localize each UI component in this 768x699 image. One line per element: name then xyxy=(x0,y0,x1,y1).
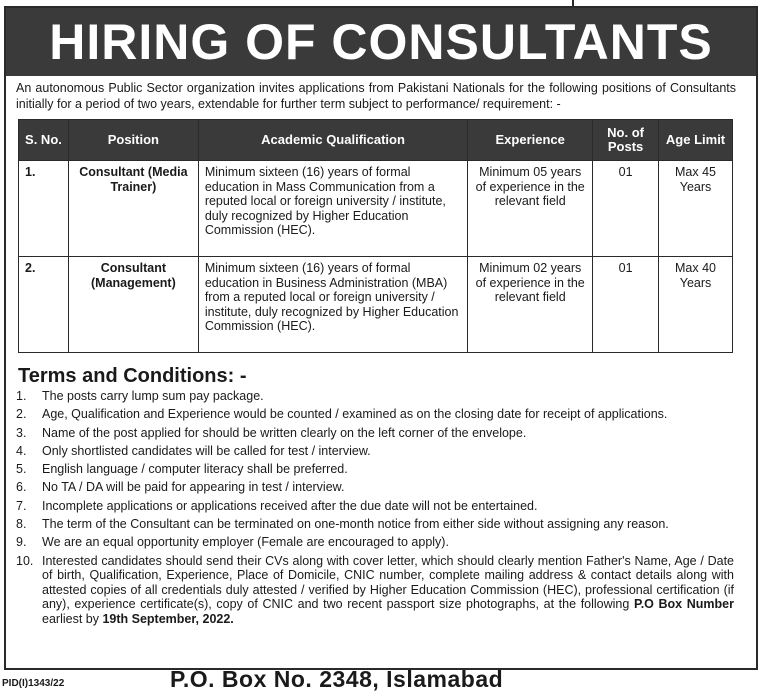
list-item xyxy=(16,407,734,422)
list-item xyxy=(16,444,734,459)
row-sno: 1. xyxy=(19,161,69,257)
header-position: Position xyxy=(68,120,198,161)
term-number: 8. xyxy=(16,517,27,532)
row-position: Consultant (Media Trainer) xyxy=(68,161,198,257)
term-text: The term of the Consultant can be terminated on one-month notice from either side without assigning any reason. xyxy=(42,517,669,532)
row-sno: 2. xyxy=(19,257,69,353)
intro-text: An autonomous Public Sector organization invites applications from Pakistani Nationals for the following positions of Consultants initially for a period of two years, extendable for further term subject to performance/ requirement: - xyxy=(16,81,736,111)
pid-code: PID(I)1343/22 xyxy=(2,678,65,689)
term-text: No TA / DA will be paid for appearing in test / interview. xyxy=(42,480,345,495)
term-number: 3. xyxy=(16,425,27,440)
term-number: 2. xyxy=(16,407,27,422)
term-number: 4. xyxy=(16,443,27,458)
term-number: 5. xyxy=(16,462,27,477)
row-age: Max 45 Years xyxy=(659,161,733,257)
table-row xyxy=(19,257,733,353)
term-number: 10. xyxy=(16,553,34,568)
term-text: We are an equal opportunity employer (Female are encouraged to apply). xyxy=(42,535,449,550)
header-experience: Experience xyxy=(468,120,593,161)
row-position: Consultant (Management) xyxy=(68,257,198,353)
list-item xyxy=(16,426,734,441)
list-item xyxy=(16,480,734,495)
table-row xyxy=(19,161,733,257)
po-box-label: P.O Box Number xyxy=(633,597,734,612)
term-text: Incomplete applications or applications received after the due date will not be entertained. xyxy=(42,498,538,513)
list-item xyxy=(16,389,734,404)
row-qualification: Minimum sixteen (16) years of formal education in Mass Communication from a reputed local or foreign university / institute, duly recognized by Higher Education Commission (HEC). xyxy=(198,161,467,257)
row-experience: Minimum 05 years of experience in the relevant field xyxy=(468,161,593,257)
list-item xyxy=(16,535,734,550)
list-item xyxy=(16,462,734,477)
term-text: The posts carry lump sum pay package. xyxy=(42,389,264,403)
po-box-address: P.O. Box No. 2348, Islamabad xyxy=(170,666,504,692)
row-qualification: Minimum sixteen (16) years of formal education in Business Administration (MBA) from a reputed local or foreign university / institute, duly recognized by Higher Education Commission (HEC). xyxy=(198,257,467,353)
terms-heading: Terms and Conditions: - xyxy=(18,365,247,387)
header-posts: No. of Posts xyxy=(593,120,659,161)
term-text: Age, Qualification and Experience would be counted / examined as on the closing date for receipt of applications. xyxy=(42,407,668,422)
list-item xyxy=(16,499,734,514)
row-experience: Minimum 02 years of experience in the relevant field xyxy=(468,257,593,353)
page-title: HIRING OF CONSULTANTS xyxy=(6,8,756,76)
term-text: Only shortlisted candidates will be called for test / interview. xyxy=(42,443,371,458)
term-number: 9. xyxy=(16,535,27,550)
terms-list xyxy=(16,389,734,630)
term-text: English language / computer literacy shall be preferred. xyxy=(42,462,348,477)
list-item xyxy=(16,517,734,532)
term-text: Name of the post applied for should be written clearly on the left corner of the envelope. xyxy=(42,425,527,440)
positions-table xyxy=(18,119,733,353)
term-text-mid: earliest by xyxy=(42,611,103,626)
row-age: Max 40 Years xyxy=(659,257,733,353)
row-posts: 01 xyxy=(593,257,659,353)
term-number: 6. xyxy=(16,480,27,495)
header-age: Age Limit xyxy=(659,120,733,161)
deadline-date: 19th September, 2022. xyxy=(102,611,234,626)
list-item xyxy=(16,554,734,627)
term-number: 7. xyxy=(16,498,27,513)
row-posts: 01 xyxy=(593,161,659,257)
term-text: Interested candidates should send their CVs along with cover letter, which should clearly mention Father's Name, Age / Date of birth, Qualification, Experience, Place of Domicile, CNIC number, complete mailing address & contact details along with attested copies of all credentials duly attested / verified by Higher Education Commission (HEC), professional certification (if any), experience certificate(s), copy of CNIC and two recent passport size photographs, at the following xyxy=(42,553,734,612)
table-header-row xyxy=(19,120,733,161)
term-number: 1. xyxy=(16,389,27,403)
header-sno: S. No. xyxy=(19,120,69,161)
header-qualification: Academic Qualification xyxy=(198,120,467,161)
